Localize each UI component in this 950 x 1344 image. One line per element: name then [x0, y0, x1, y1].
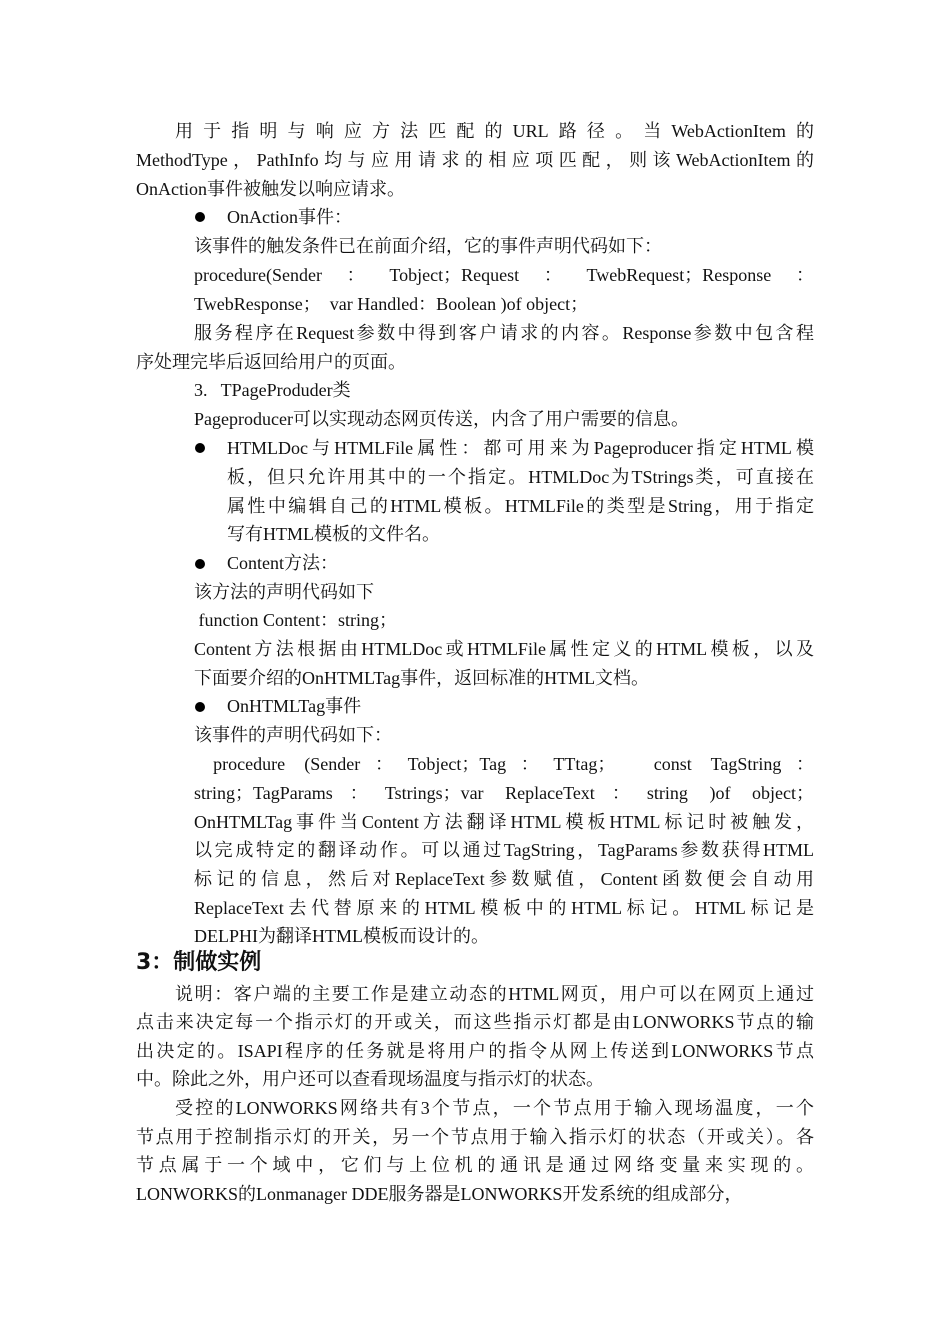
paragraph-line: 中。除此之外，用户还可以查看现场温度与指示灯的状态。 — [136, 1069, 604, 1089]
paragraph-line: 以完成特定的翻译动作。可以通过TagString，TagParams参数获得HTML — [194, 840, 814, 860]
list-item: OnHTMLTag事件 — [227, 696, 362, 716]
paragraph-line: 说明：客户端的主要工作是建立动态的HTML网页，用户可以在网页上通过 — [175, 984, 814, 1004]
paragraph-line: Pageproducer可以实现动态网页传送，内含了用户需要的信息。 — [194, 409, 689, 429]
code-line: function Content：string； — [194, 610, 397, 630]
paragraph-line: LONWORKS的Lonmanager DDE服务器是LONWORKS开发系统的组成部分， — [136, 1184, 743, 1204]
code-line: procedure (Sender：Tobject；Tag：TTtag； const TagString： — [194, 754, 814, 774]
paragraph-line: ReplaceText去代替原来的HTML模板中的HTML标记。HTML标记是 — [194, 898, 814, 918]
paragraph-line: Content方法根据由HTMLDoc或HTMLFile属性定义的HTML模板，以及 — [194, 639, 814, 659]
section-heading: 3：制做实例 — [136, 950, 262, 975]
list-item: 板，但只允许用其中的一个指定。HTMLDoc为TStrings类，可直接在 — [227, 467, 814, 487]
paragraph-line: 用于指明与响应方法匹配的URL路径。当WebActionItem的 — [175, 121, 814, 141]
bullet-icon — [195, 443, 205, 453]
list-item: OnAction事件： — [227, 207, 352, 227]
paragraph-line: MethodType，PathInfo均与应用请求的相应项匹配，则该WebActionItem的 — [136, 150, 814, 170]
bullet-icon — [195, 702, 205, 712]
code-line: string；TagParams：Tstrings；var ReplaceText：string )of object； — [194, 783, 814, 803]
paragraph-line: 下面要介绍的OnHTMLTag事件，返回标准的HTML文档。 — [194, 668, 650, 688]
paragraph-line: 节点属于一个域中，它们与上位机的通讯是通过网络变量来实现的。 — [136, 1155, 814, 1175]
list-item: 属性中编辑自己的HTML模板。HTMLFile的类型是String，用于指定 — [227, 496, 814, 516]
paragraph-line: 该事件的声明代码如下： — [194, 725, 392, 745]
list-item: 写有HTML模板的文件名。 — [227, 524, 440, 544]
list-item: Content方法： — [227, 553, 338, 573]
paragraph-line: 该方法的声明代码如下 — [194, 582, 374, 602]
list-item: HTMLDoc与HTMLFile属性：都可用来为Pageproducer指定HTML模 — [227, 438, 814, 458]
paragraph-line: 点击来决定每一个指示灯的开或关，而这些指示灯都是由LONWORKS节点的输 — [136, 1012, 814, 1032]
paragraph-line: DELPHI为翻译HTML模板而设计的。 — [194, 926, 489, 946]
paragraph-line: OnHTMLTag事件当Content方法翻译HTML模板HTML标记时被触发， — [194, 812, 814, 832]
paragraph-line: 出决定的。ISAPI程序的任务就是将用户的指令从网上传送到LONWORKS节点 — [136, 1041, 814, 1061]
section-title: 3. TPageProduder类 — [194, 380, 351, 400]
paragraph-line: OnAction事件被触发以响应请求。 — [136, 179, 405, 199]
paragraph-line: 受控的LONWORKS网络共有3个节点，一个节点用于输入现场温度，一个 — [175, 1098, 814, 1118]
code-line: procedure(Sender：Tobject；Request：TwebRequest；Response： — [194, 265, 814, 285]
bullet-icon — [195, 559, 205, 569]
paragraph-line: 节点用于控制指示灯的开关，另一个节点用于输入指示灯的状态（开或关）。各 — [136, 1127, 814, 1147]
paragraph-line: 标记的信息，然后对ReplaceText参数赋值，Content函数便会自动用 — [194, 869, 814, 889]
code-line: TwebResponse； var Handled：Boolean )of object； — [194, 294, 589, 314]
bullet-icon — [195, 212, 205, 222]
paragraph-line: 序处理完毕后返回给用户的页面。 — [136, 352, 406, 372]
paragraph-line: 服务程序在Request参数中得到客户请求的内容。Response参数中包含程 — [194, 323, 814, 343]
paragraph-line: 该事件的触发条件已在前面介绍，它的事件声明代码如下： — [194, 236, 662, 256]
